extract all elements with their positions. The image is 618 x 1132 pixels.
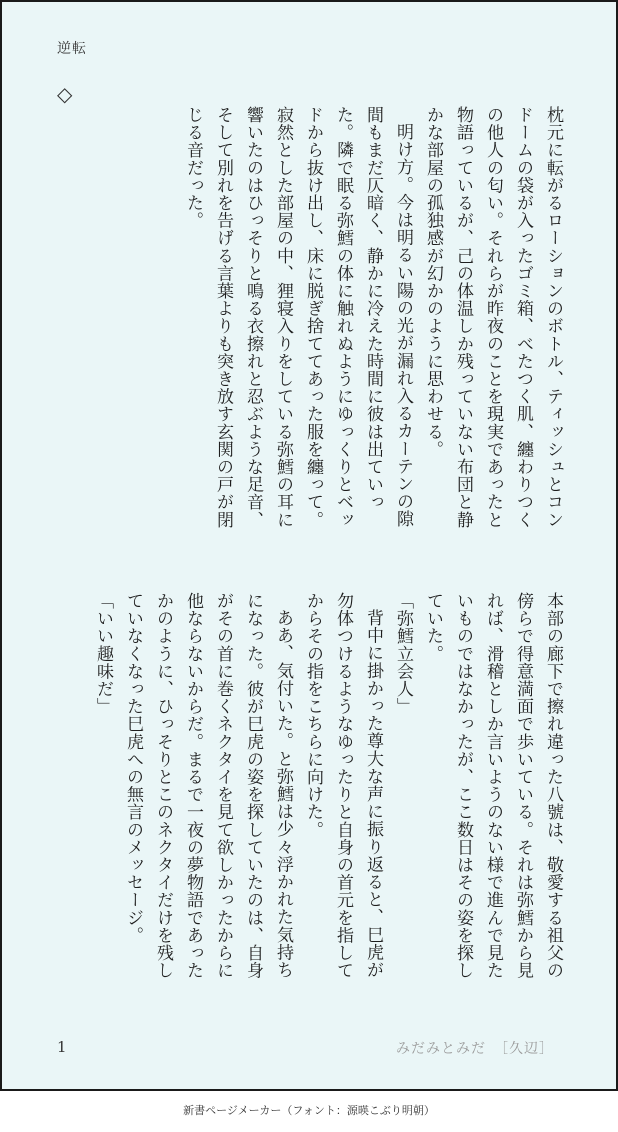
dialogue-line: 「いい趣味だ」 [93,592,113,716]
paragraph: ああ、気付いた。と弥鱈は少々浮かれた気持ちになった。彼が巳虎の姿を探していたのは、自身がその首に巻くネクタイを見て欲しかったからに他ならないからだ。まるで一夜の夢物語であったかのように、ひっそりとこのネクタイだけを残していなくなった巳虎への無言のメッセージ。 [123,592,293,980]
paragraph: 枕元に転がるローションのボトル、ティッシュとコンドームの袋が入ったゴミ箱、べたつく肌、纏わりつくの他人の匂い。それらが昨夜のことを現実であったと物語っているが、己の体温しか残っていない布団と静かな部屋の孤独感が幻かのように思わせる。 [423,106,563,529]
section-diamond-marker: ◇ [57,82,73,106]
chapter-title: 逆転 [57,41,87,57]
generator-footer: 新書ページメーカー（フォント：源暎こぶり明朝） [183,1104,435,1117]
page-number: 1 [57,1038,67,1056]
author-credit: みだみとみだ ［久辺］ [396,1041,554,1057]
paragraph: 本部の廊下で擦れ違った八號は、敬愛する祖父の傍らで得意満面で歩いている。それは弥鱈から見れば、滑稽としか言いようのない様で進んで見たいものではなかったが、ここ数日はその姿を探していた。 [423,592,563,980]
vertical-text-block-bottom [58,592,568,992]
paragraph: 明け方。今は明るい陽の光が漏れ入るカーテンの隙間もまだ仄暗く、静かに冷えた時間に彼は出ていった。隣で眠る弥鱈の体に触れぬようにゆっくりとベッドから抜け出し、床に脱ぎ捨ててあった服を纏って。寂然とした部屋の中、狸寝入りをしている弥鱈の耳に響いたのはひっそりと鳴る衣擦れと忍ぶような足音、そして別れを告げる言葉よりも突き放す玄関の戸が閉じる音だった。 [183,106,413,529]
dialogue-line: 「弥鱈立会人」 [393,592,413,716]
paragraph: 背中に掛かった尊大な声に振り返ると、巳虎が勿体つけるようなゆったりと自身の首元を指してからその指をこちらに向けた。 [303,592,383,980]
vertical-text-block-top [58,106,568,536]
